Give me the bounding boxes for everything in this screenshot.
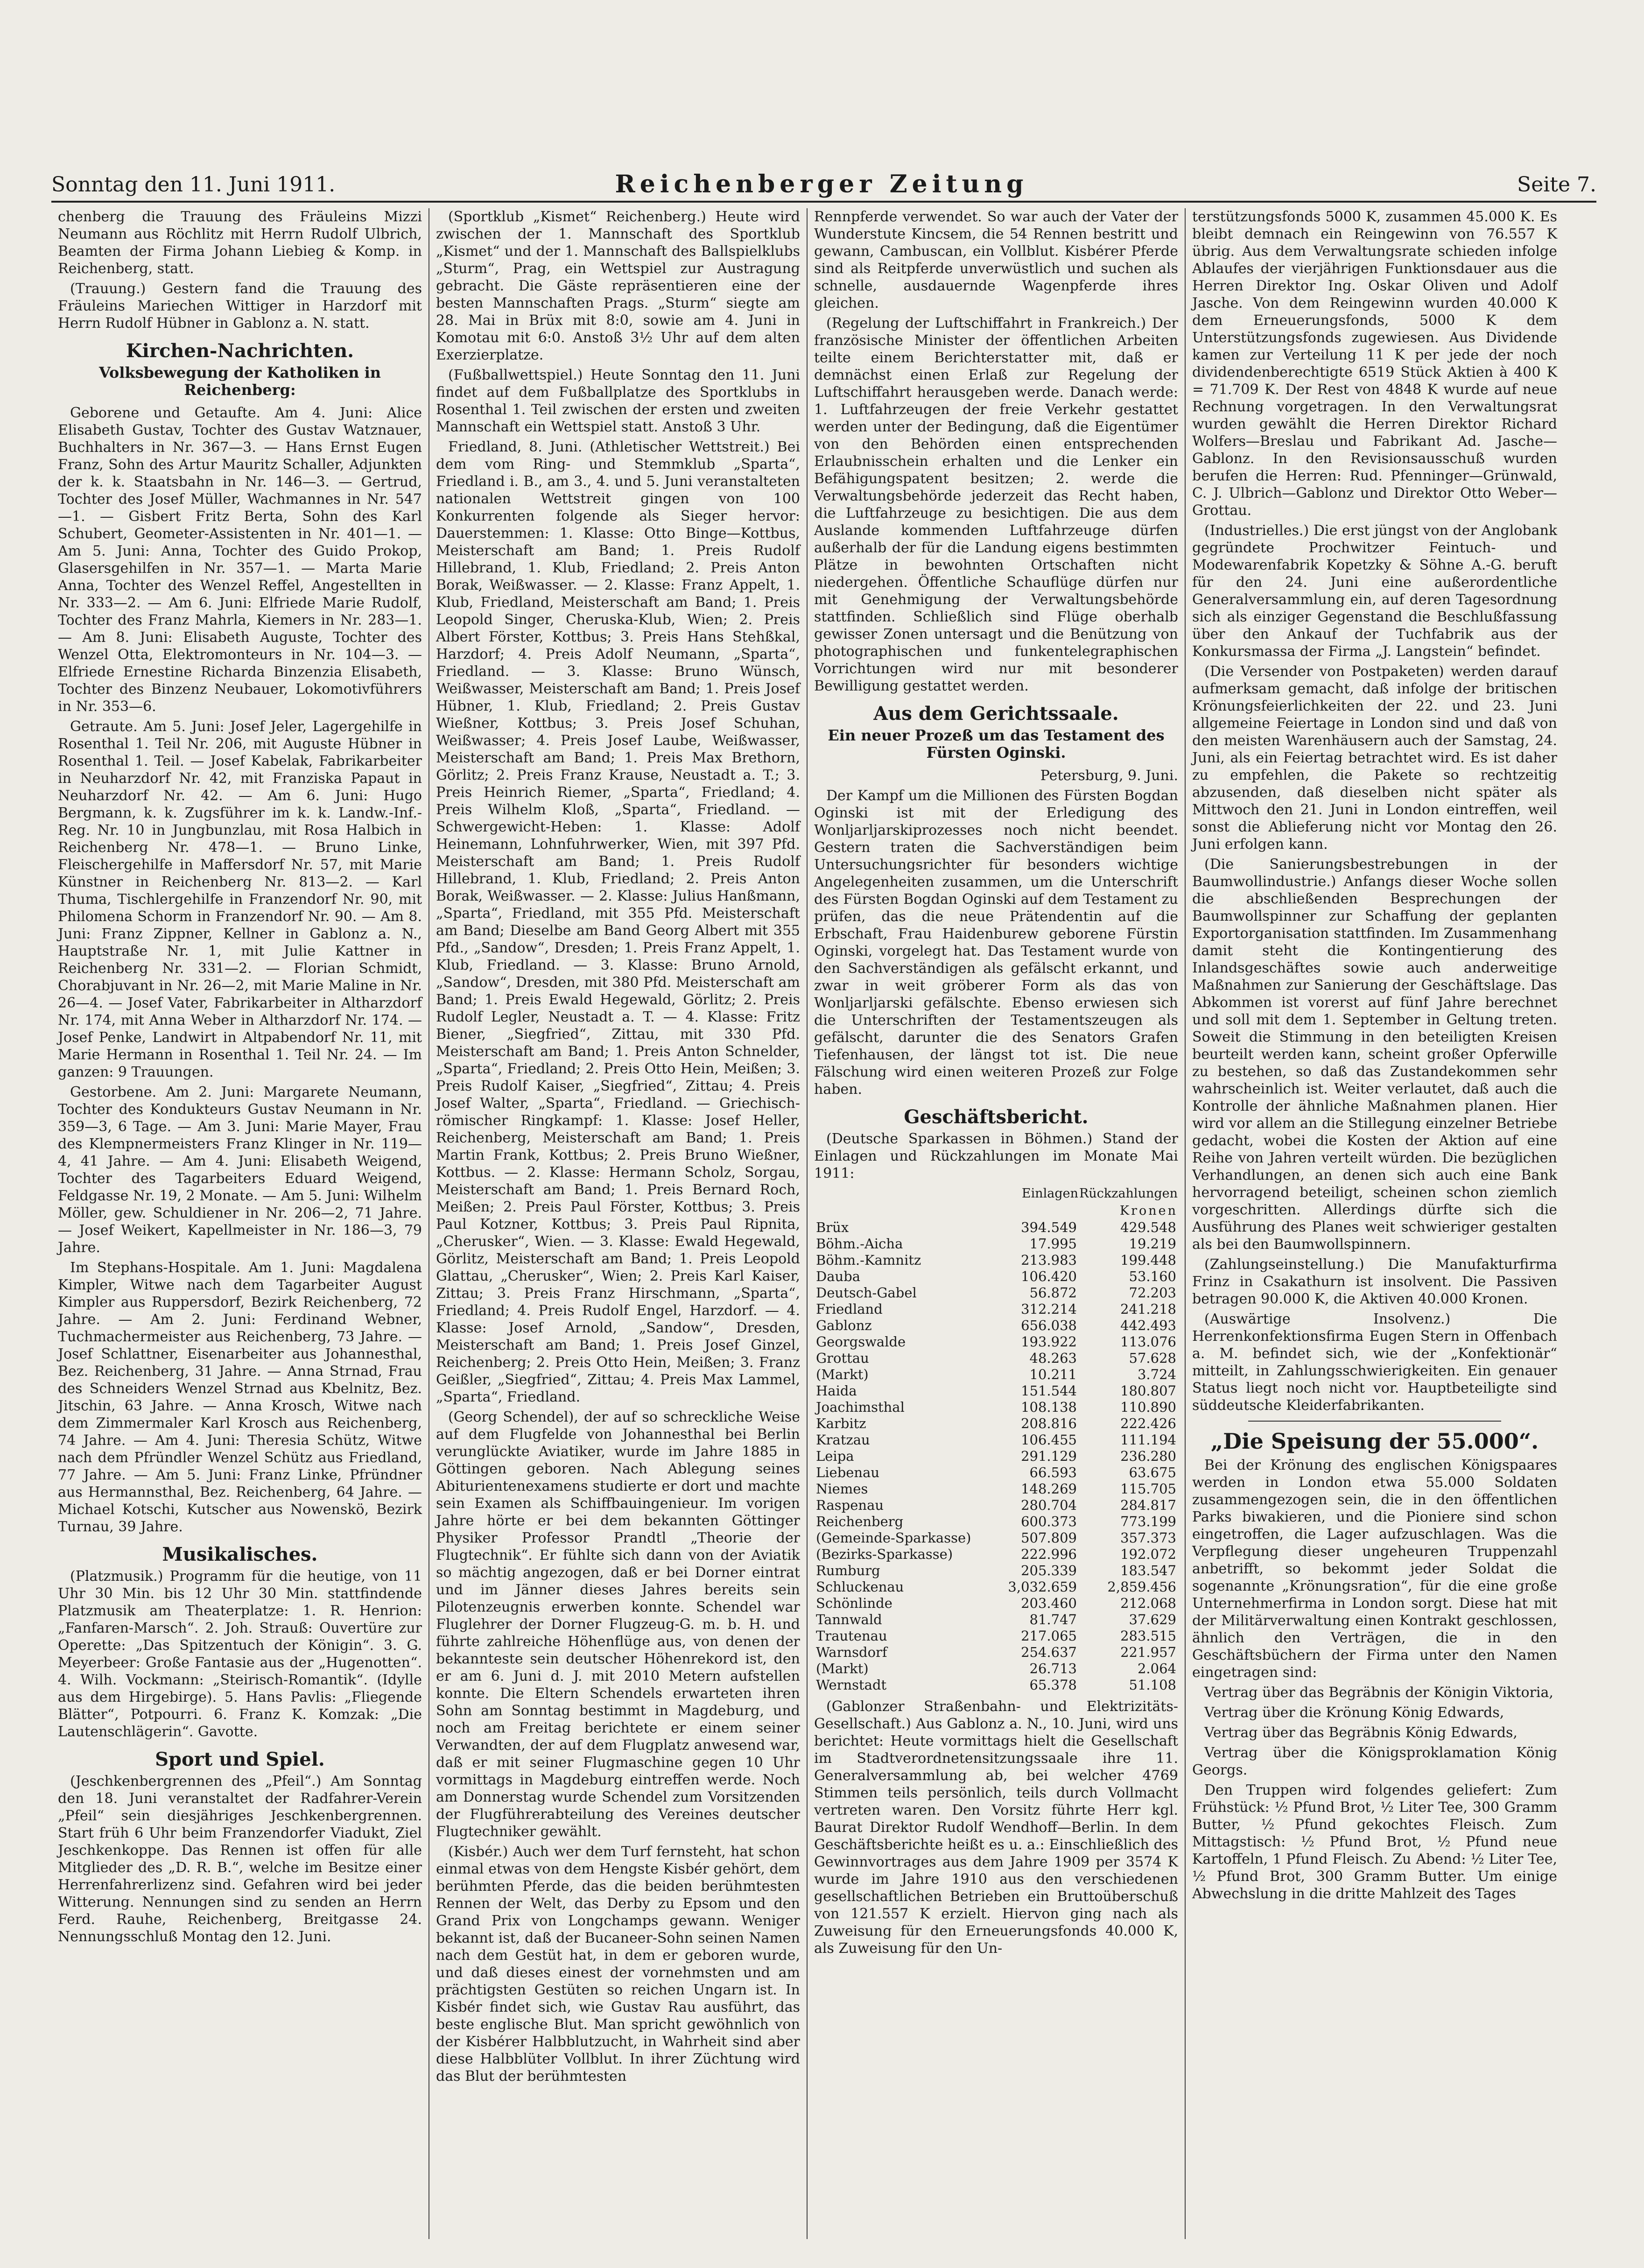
article-text: (Fußballwettspiel.) Heute Sonntag den 11. Juni findet auf dem Fußballplatze des Sportklubs in Rosenthal 1. Teil zwischen der ersten und zweiten Mannschaft ein Wettspiel statt. Anstoß 3 Uhr.: [436, 367, 800, 435]
article-text: (Georg Schendel), der auf so schreckliche Weise auf dem Flugfelde von Johannesthal bei Berlin verunglückte Aviatiker, wurde im Jahre 1885 in Göttingen geboren. Nach Ablegung seines Abiturientenexamens studierte er dort und machte sein Examen als Schiffbauingenieur. Im vorigen Jahre hörte er bei dem bekannten Göttinger Physiker Professor Prandtl „Theorie der Flugtechnik“. Er fühlte sich dann von der Aviatik so mächtig angezogen, daß er bei Dorner eintrat und im Jänner dieses Jahres bereits sein Pilotenzeugnis erwerben konnte. Schendel war Fluglehrer der Dorner Flugzeug-G. m. b. H. und führte zahlreiche Höhenflüge aus, von denen der bekannteste sein deutscher Höhenrekord ist, den er am 6. Juni d. J. mit 2010 Metern aufstellen konnte. Die Eltern Schendels erwarteten ihren Sohn am Sonntag bestimmt in Magdeburg, und noch am Freitag berichtete er einem seiner Verwandten, der auf dem Flugplatz anwesend war, daß er mit seiner Flugmaschine gegen 10 Uhr vormittags in Magdeburg eintreffen werde. Noch am Donnerstag wurde Schendel zum Vorsitzenden der Flugführerabteilung des Vereines deutscher Flugtechniker gewählt.: [436, 1409, 800, 1840]
article-text: Vertrag über das Begräbnis der Königin Viktoria,: [1204, 1684, 1553, 1701]
einlagen-value: 280.704: [1021, 1497, 1077, 1513]
sparkasse-name: Gablonz: [816, 1317, 872, 1333]
einlagen-value: 66.593: [1029, 1465, 1077, 1480]
rueckzahlungen-value: 115.705: [1120, 1481, 1176, 1497]
table-row: [814, 1677, 1178, 1693]
einlagen-value: 208.816: [1021, 1416, 1077, 1431]
einlagen-value: 106.455: [1021, 1432, 1077, 1448]
einlagen-value: 108.138: [1021, 1399, 1077, 1415]
einlagen-value: 106.420: [1021, 1268, 1077, 1284]
table-row: [814, 1285, 1178, 1301]
article-text: (Trauung.) Gestern fand die Trauung des Fräuleins Mariechen Wittiger in Harzdorf mit Herrn Rudolf Hübner in Gablonz a. N. statt.: [58, 281, 422, 331]
einlagen-value: 205.339: [1021, 1563, 1077, 1578]
table-row: [814, 1334, 1178, 1350]
einlagen-value: 56.872: [1029, 1285, 1077, 1301]
rueckzahlungen-value: 72.203: [1129, 1285, 1176, 1301]
article-text: (Deutsche Sparkassen in Böhmen.) Stand der Einlagen und Rückzahlungen im Monate Mai 1911:: [814, 1131, 1178, 1182]
table-row: [814, 1301, 1178, 1317]
rueckzahlungen-value: 212.068: [1120, 1595, 1176, 1611]
table-row: [814, 1219, 1178, 1236]
rueckzahlungen-value: 773.199: [1120, 1514, 1176, 1529]
sparkasse-name: Raspenau: [816, 1497, 884, 1513]
issue-date: Sonntag den 11. Juni 1911.: [51, 173, 336, 197]
sparkasse-name: (Markt): [816, 1661, 869, 1676]
einlagen-value: 203.460: [1021, 1595, 1077, 1611]
column-header-einlagen: Einlagen: [1021, 1186, 1079, 1201]
newspaper-title: Reichenberger Zeitung: [615, 170, 1028, 198]
dateline: Petersburg, 9. Juni.: [1040, 768, 1178, 784]
section-heading: Aus dem Gerichtssaale.: [873, 703, 1119, 725]
article-text: (Regelung der Luftschiffahrt in Frankreich.) Der französische Minister der öffentlichen Arbeiten teilte einem Berichterstatter mit, daß er demnächst einen Erlaß zur Regelung der Luftschiffahrt herausgeben werde. Danach werde: 1. Luftfahrzeugen der freie Verkehr gestattet werden unter der Bedingung, daß die Eigentümer von den Behörden einen entsprechenden Erlaubnisschein erhalten und die Lenker ein Befähigungspatent besitzen; 2. werde die Verwaltungsbehörde jederzeit das Recht haben, die Luftfahrzeuge zu besichtigen. Die aus dem Auslande kommenden Luftfahrzeuge dürfen außerhalb der für die Landung eigens bestimmten Plätze in bewohnten Ortschaften nicht niedergehen. Öffentliche Schauflüge dürfen nur mit Genehmigung der Verwaltungsbehörde stattfinden. Schließlich sind Flüge oberhalb gewisser Zonen untersagt und die Benützung von photographischen und funkentelegraphischen Vorrichtungen wird nur mit besonderer Bewilligung gestattet werden.: [814, 315, 1178, 694]
sparkasse-name: Reichenberg: [816, 1514, 904, 1529]
rueckzahlungen-value: 222.426: [1120, 1416, 1176, 1431]
sparkasse-name: Rumburg: [816, 1563, 880, 1578]
newspaper-page: [51, 168, 1596, 2241]
rueckzahlungen-value: 111.194: [1120, 1432, 1176, 1448]
einlagen-value: 394.549: [1021, 1219, 1077, 1235]
einlagen-value: 148.269: [1021, 1481, 1077, 1497]
article-text: terstützungsfonds 5000 K, zusammen 45.000 K. Es bleibt demnach ein Reingewinn von 76.557 K übrig. Aus dem Verwaltungsrate schieden infolge Ablaufes der vierjährigen Funktionsdauer aus die Herren Direktor Ing. Oskar Oliven und Adolf Jasche. Von dem Reingewinn wurden 40.000 K dem Erneuerungsfonds, 5000 K dem Unterstützungsfonds zugewiesen. Aus Dividende kamen zur Verteilung 11 K per jede der noch dividendenberechtigte 6519 Stück Aktien à 400 K = 71.709 K. Der Rest von 4848 K wurde auf neue Rechnung vorgetragen. In den Verwaltungsrat wurden gewählt die Herren Direktor Richard Wolfers—Breslau und Fabrikant Ad. Jasche—Gablonz. In den Revisionsausschuß wurden berufen die Herren: Rud. Pfenninger—Grünwald, C. J. Ulbrich—Gablonz und Direktor Otto Weber—Grottau.: [1192, 209, 1557, 519]
table-row: [814, 1497, 1178, 1514]
article-text: Getraute. Am 5. Juni: Josef Jeler, Lagergehilfe in Rosenthal 1. Teil Nr. 206, mit Auguste Hübner in Rosenthal 1. Teil. — Josef Kabelak, Fabrikarbeiter in Neuharzdorf Nr. 42, mit Franziska Papaut in Neuharzdorf Nr. 42. — Am 6. Juni: Hugo Bergmann, k. k. Zugsführer im k. k. Landw.-Inf.-Reg. Nr. 10 in Jungbunzlau, mit Rosa Halbich in Reichenberg Nr. 478—1. — Bruno Linke, Fleischergehilfe in Maffersdorf Nr. 57, mit Marie Künstner in Reichenberg Nr. 813—2. — Karl Thuma, Tischlergehilfe in Franzendorf Nr. 90, mit Philomena Schorm in Franzendorf Nr. 90. — Am 8. Juni: Franz Zippner, Kellner in Gablonz a. N., Hauptstraße Nr. 1, mit Julie Kattner in Reichenberg Nr. 331—2. — Florian Schmidt, Chorabjuvant in Nr. 26—2, mit Marie Maline in Nr. 26—4. — Josef Vater, Fabrikarbeiter in Altharzdorf Nr. 174, mit Anna Weber in Altharzdorf Nr. 174. — Josef Penke, Landwirt in Altpabendorf Nr. 11, mit Marie Hermann in Rosenthal 1. Teil Nr. 24. — Im ganzen: 9 Trauungen.: [58, 718, 422, 1080]
rueckzahlungen-value: 192.072: [1120, 1546, 1176, 1562]
sparkasse-name: Brüx: [816, 1219, 849, 1235]
table-row: [814, 1399, 1178, 1416]
sparkasse-name: Schönlinde: [816, 1595, 892, 1611]
sparkasse-name: Dauba: [816, 1268, 861, 1284]
table-row: [814, 1366, 1178, 1383]
einlagen-value: 656.038: [1021, 1317, 1077, 1333]
einlagen-value: 222.996: [1021, 1546, 1077, 1562]
einlagen-value: 291.129: [1021, 1448, 1077, 1464]
table-row: [814, 1236, 1178, 1252]
sparkasse-name: Georgswalde: [816, 1334, 906, 1350]
rueckzahlungen-value: 442.493: [1120, 1317, 1176, 1333]
sparkasse-name: Kratzau: [816, 1432, 870, 1448]
table-row: [814, 1350, 1178, 1366]
rueckzahlungen-value: 53.160: [1129, 1268, 1176, 1284]
columns: [51, 208, 1596, 2239]
rueckzahlungen-value: 2.064: [1137, 1661, 1176, 1676]
rueckzahlungen-value: 57.628: [1129, 1350, 1176, 1366]
rueckzahlungen-value: 37.629: [1129, 1612, 1176, 1627]
article-text: (Auswärtige Insolvenz.) Die Herrenkonfektionsfirma Eugen Stern in Offenbach a. M. befindet sich, wie der „Konfektionär“ mitteilt, in Zahlungsschwierigkeiten. Ein genauer Status liegt noch nicht vor. Hauptbeteiligte sind süddeutsche Kleiderfabrikanten.: [1192, 1311, 1557, 1414]
einlagen-value: 17.995: [1029, 1236, 1077, 1252]
sparkasse-name: Wernstadt: [816, 1677, 887, 1693]
article-text: chenberg die Trauung des Fräuleins Mizzi Neumann aus Röchlitz mit Herrn Rudolf Ulbrich, Beamten der Firma Johann Liebieg & Komp. in Reichenberg, statt.: [58, 209, 422, 277]
rueckzahlungen-value: 2,859.456: [1107, 1579, 1176, 1595]
article-text: Gestorbene. Am 2. Juni: Margarete Neumann, Tochter des Kondukteurs Gustav Neumann in Nr. 359—3, 6 Tage. — Am 3. Juni: Marie Mayer, Frau des Klempnermeisters Franz Klinger in Nr. 119—4, 41 Jahre. — Am 4. Juni: Elisabeth Weigend, Tochter des Tagarbeiters Eduard Weigend, Feldgasse Nr. 19, 2 Monate. — Am 5. Juni: Wilhelm Möller, gew. Schuldiener in Nr. 206—2, 71 Jahre. — Josef Weikert, Kapellmeister in Nr. 186—3, 79 Jahre.: [58, 1084, 422, 1256]
table-row: [814, 1563, 1178, 1579]
einlagen-value: 3,032.659: [1008, 1579, 1077, 1595]
rueckzahlungen-value: 183.547: [1120, 1563, 1176, 1578]
table-row: [814, 1514, 1178, 1530]
article-text: (Die Versender von Postpaketen) werden darauf aufmerksam gemacht, daß infolge der britischen Krönungsfeierlichkeiten der 22. und 23. Juni allgemeine Feiertage in London sind und daß von den meisten Warenhäusern auch der Samstag, 24. Juni, als ein Feiertag betrachtet wird. Es ist daher zu empfehlen, die Pakete so rechtzeitig abzusenden, daß dieselben nicht später als Mittwoch den 21. Juni in London eintreffen, weil sonst die Ablieferung nicht vor Montag den 26. Juni erfolgen kann.: [1192, 663, 1557, 852]
article-text: Rennpferde verwendet. So war auch der Vater der Wunderstute Kincsem, die 54 Rennen bestritt und gewann, Cambuscan, ein Vollblut. Kisbérer Pferde sind als Reitpferde unverwüstlich und suchen als schnelle, ausdauernde Wagenpferde ihres gleichen.: [814, 209, 1178, 311]
masthead: [51, 168, 1596, 203]
table-row: [814, 1595, 1178, 1612]
article-text: Der Kampf um die Millionen des Fürsten Bogdan Oginski ist mit der Erledigung des Wonljarljarskiprozesses noch nicht beendet. Gestern traten die Sachverständigen beim Untersuchungsrichter für besonders wichtige Angelegenheiten zusammen, um die Unterschrift des Fürsten Bogdan Oginski auf dem Testament zu prüfen, das die neue Prätendentin auf die Erbschaft, Frau Haidenburew geborene Fürstin Oginski, vorgelegt hat. Das Testament wurde von den Sachverständigen als gefälscht erkannt, und zwar in weit gröberer Form als das von Wonljarljarski gefälschte. Ebenso erwiesen sich die Unterschriften der Testamentszeugen als gefälscht, darunter die des Senators Grafen Tiefenhausen, der längst tot ist. Die neue Fälschung wird einen weiteren Prozeß zur Folge haben.: [814, 788, 1178, 1098]
sparkasse-name: Grottau: [816, 1350, 869, 1366]
sparkasse-name: Niemes: [816, 1481, 868, 1497]
article-text: Den Truppen wird folgendes geliefert: Zum Frühstück: ½ Pfund Brot, ½ Liter Tee, 300 Gramm Butter, ½ Pfund gekochtes Fleisch. Zum Mittagstisch: ½ Pfund Brot, ½ Pfund neue Kartoffeln, 1 Pfund Fleisch. Zu Abend: ½ Liter Tee, ½ Pfund Brot, 300 Gramm Butter. Um einige Abwechslung in die dritte Mahlzeit des Tages: [1192, 1782, 1557, 1902]
table-row: [814, 1579, 1178, 1595]
sparkasse-name: Joachimsthal: [816, 1399, 905, 1415]
article-text: Vertrag über die Königsproklamation König Georgs.: [1192, 1745, 1557, 1778]
sparkasse-name: Karbitz: [816, 1416, 866, 1431]
table-row: [814, 1546, 1178, 1563]
table-row: [814, 1416, 1178, 1432]
einlagen-value: 48.263: [1029, 1350, 1077, 1366]
column-header-rueckzahlungen: Rückzahlungen: [1079, 1186, 1178, 1201]
article-text: (Industrielles.) Die erst jüngst von der Anglobank gegründete Prochwitzer Feintuch- und Modewarenfabrik Kopetzky & Söhne A.-G. beruft für den 24. Juni eine außerordentliche Generalversammlung ein, auf deren Tagesordnung sich als einziger Gegenstand die Beschlußfassung über den Ankauf der Tuchfabrik aus der Konkursmassa der Firma „J. Langstein“ befindet.: [1192, 522, 1557, 660]
table-row: [814, 1481, 1178, 1497]
rueckzahlungen-value: 283.515: [1120, 1628, 1176, 1644]
einlagen-value: 217.065: [1021, 1628, 1077, 1644]
einlagen-value: 312.214: [1021, 1301, 1077, 1317]
article-text: Im Stephans-Hospitale. Am 1. Juni: Magdalena Kimpler, Witwe nach dem Tagarbeiter August Kimpler aus Ruppersdorf, Bezirk Reichenberg, 72 Jahre. — Am 2. Juni: Ferdinand Webner, Tuchmachermeister aus Reichenberg, 73 Jahre. — Josef Schlattner, Eisenarbeiter aus Johannesthal, Bez. Reichenberg, 31 Jahre. — Anna Strnad, Frau des Schneiders Wenzel Strnad aus Kbelnitz, Bez. Jitschin, 63 Jahre. — Anna Krosch, Witwe nach dem Zimmermaler Karl Krosch aus Reichenberg, 74 Jahre. — Am 4. Juni: Theresia Schütz, Witwe nach dem Pfründler Wenzel Schütz aus Friedland, 77 Jahre. — Am 5. Juni: Franz Linke, Pfründner aus Hermannsthal, Bez. Reichenberg, 64 Jahre. — Michael Kotschi, Kutscher aus Nowenskö, Bezirk Turnau, 39 Jahre.: [58, 1260, 422, 1535]
rueckzahlungen-value: 19.219: [1129, 1236, 1176, 1252]
sparkasse-name: Liebenau: [816, 1465, 880, 1480]
sparkasse-name: Haida: [816, 1383, 857, 1399]
article-text: Bei der Krönung des englischen Königspaares werden in London etwa 55.000 Soldaten zusammengezogen sein, die in den öffentlichen Parks biwakieren, und die Pioniere sind schon eingetroffen, die Lager aufzuschlagen. Was die Verpflegung dieser ungeheuren Truppenzahl anbetrifft, so bekommt jeder Soldat die sogenannte „Krönungsration“, für die eine große Unternehmerfirma in London sorgt. Diese hat mit der Militärverwaltung einen Kontrakt geschlossen, ähnlich den Verträgen, die in den Geschäftsbüchern der Firma unter den Namen eingetragen sind:: [1192, 1457, 1557, 1681]
section-heading: Musikalisches.: [162, 1543, 318, 1565]
table-row: [814, 1465, 1178, 1481]
article-text: Geborene und Getaufte. Am 4. Juni: Alice Elisabeth Gustav, Tochter des Gustav Watznauer, Buchhalters in Nr. 367—3. — Hans Ernst Eugen Franz, Sohn des Artur Mauritz Schaller, Adjunkten der k. k. Staatsbahn in Nr. 146—3. — Gertrud, Tochter des Josef Müller, Wachmannes in Nr. 547—1. — Gisbert Fritz Berta, Sohn des Karl Schubert, Geometer-Assistenten in Nr. 401—1. — Am 5. Juni: Anna, Tochter des Guido Prokop, Glasersgehilfen in Nr. 357—1. — Marta Marie Anna, Tochter des Wenzel Reffel, Angestellten in Nr. 333—2. — Am 6. Juni: Elfriede Marie Rudolf, Tochter des Franz Mahrla, Kiemers in Nr. 283—1. — Am 8. Juni: Elisabeth Auguste, Tochter des Wenzel Otta, Elektromonteurs in Nr. 104—3. — Elfriede Ernestine Richarda Binzenzia Elisabeth, Tochter des Binzenz Neubauer, Lokomotivführers in Nr. 353—6.: [58, 405, 422, 715]
article-text: Vertrag über die Krönung König Edwards,: [1204, 1705, 1504, 1721]
article-text: Vertrag über das Begräbnis König Edwards,: [1204, 1725, 1518, 1741]
table-row: [814, 1317, 1178, 1334]
einlagen-value: 600.373: [1021, 1514, 1077, 1529]
article-text: (Jeschkenbergrennen des „Pfeil“.) Am Sonntag den 18. Juni veranstaltet der Radfahrer-Verein „Pfeil“ sein diesjähriges Jeschkenbergrennen. Start früh 6 Uhr beim Franzendorfer Viadukt, Ziel Jeschkenkoppe. Das Rennen ist offen für alle Mitglieder des „D. R. B.“, welche im Besitze einer Herrenfahrerlizenz sind. Gefahren wird bei jeder Witterung. Nennungen sind zu senden an Herrn Ferd. Rauhe, Reichenberg, Breitgasse 24. Nennungsschluß Montag den 12. Juni.: [58, 1773, 422, 1945]
article-headline: „Die Speisung der 55.000“.: [1210, 1429, 1539, 1454]
einlagen-value: 81.747: [1029, 1612, 1077, 1627]
page-number: Seite 7.: [1517, 173, 1596, 197]
rueckzahlungen-value: 113.076: [1120, 1334, 1176, 1350]
sparkasse-name: Friedland: [816, 1301, 883, 1317]
einlagen-value: 507.809: [1021, 1530, 1077, 1546]
section-divider: [1248, 1421, 1501, 1422]
rueckzahlungen-value: 51.108: [1129, 1677, 1176, 1693]
article-text: (Zahlungseinstellung.) Die Manufakturfirma Frinz in Csakathurn ist insolvent. Die Passiven betragen 90.000 K, die Aktiven 40.000 Kronen.: [1192, 1256, 1557, 1307]
rueckzahlungen-value: 236.280: [1120, 1448, 1176, 1464]
rueckzahlungen-value: 199.448: [1120, 1252, 1176, 1268]
sparkasse-name: Warnsdorf: [816, 1644, 887, 1660]
sparkasse-name: Deutsch-Gabel: [816, 1285, 917, 1301]
einlagen-value: 65.378: [1029, 1677, 1077, 1693]
sparkasse-name: Böhm.-Aicha: [816, 1236, 903, 1252]
article-text: (Platzmusik.) Programm für die heutige, von 11 Uhr 30 Min. bis 12 Uhr 30 Min. stattfindende Platzmusik am Theaterplatze: 1. R. Henrion: „Fanfaren-Marsch“. 2. Joh. Strauß: Ouvertüre zur Operette: „Das Spitzentuch der Königin“. 3. G. Meyerbeer: Große Fantasie aus der „Hugenotten“. 4. Wilh. Vockmann: „Steirisch-Romantik“. (Idylle aus dem Hirgebirge). 5. Hans Pavlis: „Fliegende Blätter“, Potpourri. 6. Franz K. Komzak: „Die Lautenschlägerin“. Gavotte.: [58, 1568, 422, 1740]
column-unit-caption: Kronen: [1119, 1204, 1178, 1218]
rueckzahlungen-value: 429.548: [1120, 1219, 1176, 1235]
table-row: [814, 1268, 1178, 1285]
column-4: [1186, 208, 1564, 2239]
sparkasse-name: Leipa: [816, 1448, 854, 1464]
einlagen-value: 151.544: [1021, 1383, 1077, 1399]
table-row: [814, 1628, 1178, 1644]
column-3: [808, 208, 1186, 2239]
subsection-heading: Ein neuer Prozeß um das Testament des Fürsten Oginski.: [828, 726, 1165, 761]
article-text: (Die Sanierungsbestrebungen in der Baumwollindustrie.) Anfangs dieser Woche sollen die abschließenden Besprechungen der Baumwollspinner zur Schaffung der geplanten Exportorganisation stattfinden. Im Zusammenhang damit steht die Kontingentierung des Inlandsgeschäftes sowie auch anderweitige Maßnahmen zur Sanierung der Geschäftslage. Das Abkommen ist vorerst auf fünf Jahre berechnet und soll mit dem 1. September in Geltung treten. Soweit die Stimmung in den beteiligten Kreisen beurteilt werden kann, scheint großer Opferwille zu bestehen, so daß das Zustandekommen sehr wahrscheinlich ist. Weiter verlautet, daß auch die Kontrolle der ähnliche Maßnahmen planen. Hier wird vor allem an die Stillegung einzelner Betriebe gedacht, wobei die Kosten der Aktion auf eine Reihe von Jahren verteilt würden. Die bezüglichen Verhandlungen, an denen sich auch eine Bank hervorragend beteiligt, scheinen schon ziemlich vorgeschritten. Allerdings dürfte sich die Ausführung des Planes weit schwieriger gestalten als bei den Baumwollspinnern.: [1192, 856, 1557, 1253]
rueckzahlungen-value: 180.807: [1120, 1383, 1176, 1399]
article-text: (Kisbér.) Auch wer dem Turf fernsteht, hat schon einmal etwas von dem Hengste Kisbér gehört, dem berühmten Pferde, das die beiden berühmtesten Rennen der Welt, das Derby zu Epsom und den Grand Prix von Longchamps gewann. Weniger bekannt ist, daß der Bucaneer-Sohn seinen Namen nach dem Gestüt hat, in dem er geboren wurde, und daß dieses einest der vornehmsten und am prächtigsten Gestüten so reichen Ungarn ist. In Kisbér findet sich, wie Gustav Rau ausführt, das beste englische Blut. Man spricht gewöhnlich von der Kisbérer Halbblutzucht, in Wahrheit sind aber diese Halbblüter Vollblut. In ihrer Züchtung wird das Blut der berühmtesten: [436, 1844, 800, 2085]
sparkasse-name: (Gemeinde-Sparkasse): [816, 1530, 971, 1546]
table-row: [814, 1383, 1178, 1399]
table-row: [814, 1432, 1178, 1448]
einlagen-value: 193.922: [1021, 1334, 1077, 1350]
subsection-heading: Volksbewegung der Katholiken in Reichenberg:: [99, 364, 381, 399]
rueckzahlungen-value: 284.817: [1120, 1497, 1176, 1513]
rueckzahlungen-value: 63.675: [1129, 1465, 1176, 1480]
table-row: [814, 1661, 1178, 1677]
einlagen-value: 10.211: [1029, 1366, 1077, 1382]
article-text: (Sportklub „Kismet“ Reichenberg.) Heute wird zwischen der 1. Mannschaft des Sportklub „Kismet“ und der 1. Mannschaft des Ballspielklubs „Sturm“, Prag, ein Wettspiel zur Austragung gebracht. Die Gäste repräsentieren eine der besten Mannschaften Prags. „Sturm“ siegte am 28. Mai in Brüx mit 8:0, sowie am 4. Juni in Komotau mit 6:0. Anstoß 3½ Uhr auf dem alten Exerzierplatze.: [436, 209, 800, 363]
rueckzahlungen-value: 110.890: [1120, 1399, 1176, 1415]
sparkassen-table: [814, 1185, 1178, 1693]
einlagen-value: 213.983: [1021, 1252, 1077, 1268]
table-row: [814, 1530, 1178, 1546]
sparkasse-name: (Bezirks-Sparkasse): [816, 1546, 953, 1562]
einlagen-value: 26.713: [1029, 1661, 1077, 1676]
sparkasse-name: (Markt): [816, 1366, 869, 1382]
section-heading: Sport und Spiel.: [155, 1748, 325, 1770]
table-row: [814, 1252, 1178, 1268]
sparkasse-name: Böhm.-Kamnitz: [816, 1252, 921, 1268]
rueckzahlungen-value: 3.724: [1137, 1366, 1176, 1382]
article-text: Friedland, 8. Juni. (Athletischer Wettstreit.) Bei dem vom Ring- und Stemmklub „Sparta“, Friedland i. B., am 3., 4. und 5. Juni veranstalteten nationalen Wettstreit gingen von 100 Konkurrenten folgende als Sieger hervor: Dauerstemmen: 1. Klasse: Otto Binge—Kottbus, Meisterschaft am Band; 1. Preis Rudolf Hillebrand, 1. Klub, Friedland; 2. Preis Anton Borak, Weißwasser. — 2. Klasse: Franz Appelt, 1. Klub, Friedland, Meisterschaft am Band; 1. Preis Leopold Singer, Cheruska-Klub, Wien; 2. Preis Albert Förster, Kottbus; 3. Preis Hans Stehßkal, Harzdorf; 4. Preis Adolf Neumann, „Sparta“, Friedland. — 3. Klasse: Bruno Wünsch, Weißwasser, Meisterschaft am Band; 1. Preis Josef Hübner, 1. Klub, Friedland; 2. Preis Gustav Wießner, Kottbus; 3. Preis Josef Schuhan, Weißwasser; 4. Preis Josef Laube, Weißwasser, Meisterschaft am Band; 1. Preis Max Brethorn, Görlitz; 2. Preis Franz Krause, Neustadt a. T.; 3. Preis Heinrich Riemer, „Sparta“, Friedland; 4. Preis Wilhelm Kloß, „Sparta“, Friedland. — Schwergewicht-Heben: 1. Klasse: Adolf Heinemann, Lohnfuhrwerker, Wien, mit 397 Pfd. Meisterschaft am Band; 1. Preis Rudolf Hillebrand, 1. Klub, Friedland; 2. Preis Anton Borak, Weißwasser. — 2. Klasse: Julius Hanßmann, „Sparta“, Friedland, mit 355 Pfd. Meisterschaft am Band; Dieselbe am Band Georg Albert mit 355 Pfd., „Sandow“, Dresden; 1. Preis Franz Appelt, 1. Klub, Friedland. — 3. Klasse: Bruno Arnold, „Sandow“, Dresden, mit 380 Pfd. Meisterschaft am Band; 1. Preis Ewald Hegewald, Görlitz; 2. Preis Rudolf Legler, Neustadt a. T. — 4. Klasse: Fritz Biener, „Siegfried“, Zittau, mit 330 Pfd. Meisterschaft am Band; 1. Preis Anton Schnelder, „Sparta“, Friedland; 2. Preis Otto Hein, Meißen; 3. Preis Rudolf Kaiser, „Siegfried“, Zittau; 4. Preis Josef Walter, „Sparta“, Friedland. — Griechisch-römischer Ringkampf: 1. Klasse: Josef Heller, Reichenberg, Meisterschaft am Band; 1. Preis Martin Frank, Kottbus; 2. Preis Bruno Wießner, Kottbus. — 2. Klasse: Hermann Scholz, Sorgau, Meisterschaft am Band; 1. Preis Bernard Roch, Meißen; 2. Preis Paul Förster, Kottbus; 3. Preis Paul Kotzner, Kottbus; 3. Preis Paul Ripnita, „Cherusker“, Wien. — 3. Klasse: Ewald Hegewald, Görlitz, Meisterschaft am Band; 1. Preis Leopold Glattau, „Cherusker“, Wien; 2. Preis Karl Kaiser, Zittau; 3. Preis Franz Hirschmann, „Sparta“, Friedland; 4. Preis Rudolf Engel, Harzdorf. — 4. Klasse: Josef Arnold, „Sandow“, Dresden, Meisterschaft am Band; 1. Preis Josef Ginzel, Reichenberg; 2. Preis Otto Hein, Meißen; 3. Franz Geißler, „Siegfried“, Zittau; 4. Preis Max Lammel, „Sparta“, Friedland.: [436, 439, 800, 1405]
table-row: [814, 1612, 1178, 1628]
sparkassen-table-body: [814, 1219, 1178, 1693]
section-heading: Geschäftsbericht.: [904, 1106, 1089, 1128]
sparkasse-name: Schluckenau: [816, 1579, 904, 1595]
rueckzahlungen-value: 357.373: [1120, 1530, 1176, 1546]
einlagen-value: 254.637: [1021, 1644, 1077, 1660]
rueckzahlungen-value: 241.218: [1120, 1301, 1176, 1317]
table-header-row: [814, 1185, 1178, 1202]
table-row: [814, 1644, 1178, 1661]
sparkasse-name: Tannwald: [816, 1612, 882, 1627]
rueckzahlungen-value: 221.957: [1120, 1644, 1176, 1660]
section-heading: Kirchen-Nachrichten.: [126, 340, 354, 362]
article-text: (Gablonzer Straßenbahn- und Elektrizitäts-Gesellschaft.) Aus Gablonz a. N., 10. Juni, wird uns berichtet: Heute vormittags hielt die Gesellschaft im Stadtverordnetensitzungssaale ihre 11. Generalversammlung ab, bei welcher 4769 Stimmen teils persönlich, teils durch Vollmacht vertreten waren. Den Vorsitz führte Herr kgl. Baurat Direktor Rudolf Wendhoff—Berlin. In dem Geschäftsberichte heißt es u. a.: Einschließlich des Gewinnvortrages aus dem Jahre 1909 per 3574 K wurde im Jahre 1910 aus den verschiedenen gesellschaftlichen Betrieben ein Bruttoüberschuß von 121.557 K erzielt. Hiervon ging nach als Zuweisung für den Erneuerungsfonds 40.000 K, als Zuweisung für den Un-: [814, 1698, 1178, 1957]
sparkasse-name: Trautenau: [816, 1628, 887, 1644]
column-1: [51, 208, 429, 2239]
table-row: [814, 1448, 1178, 1465]
column-2: [429, 208, 808, 2239]
